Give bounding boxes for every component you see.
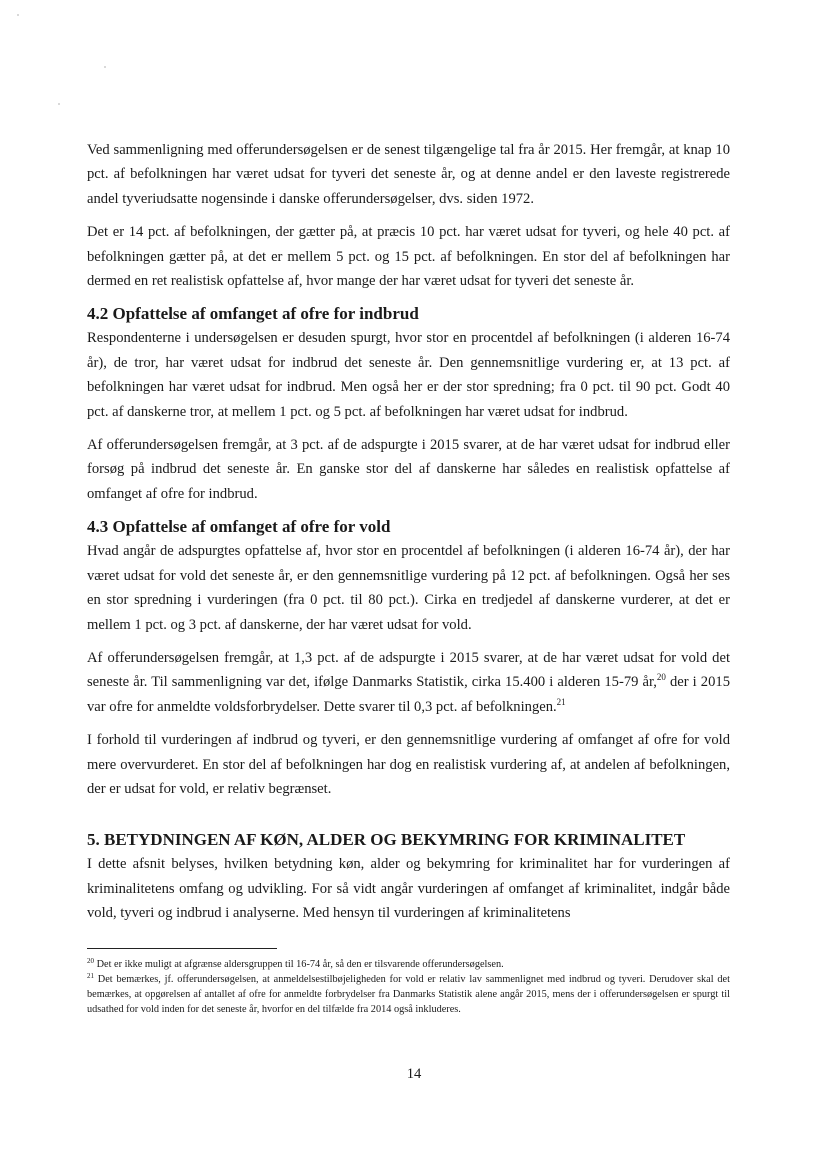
paragraph-vold-estimates: Hvad angår de adspurgtes opfattelse af, hvor stor en procentdel af befolkningen (i alderen 16-74 år), der har været udsat for vold det seneste år, er den gennemsnitlige vurdering på 12 pct. af befolkningen. Også her ses en stor spredning i vurderingen (fra 0 pct. til 80 pct.). Cirka en tredjedel af danskerne vurderer, at det er mellem 1 pct. og 3 pct. af danskerne, der har været udsat for vold. [87,543,730,633]
paragraph-vold-comparison [87,646,730,719]
footnote-reference: 20 [656,672,666,683]
paragraph-section-5-intro: I dette afsnit belyses, hvilken betydning køn, alder og bekymring for kriminalitet har for vurderingen af kriminalitetens omfang og udvikling. For så vidt angår vurderingen af omfanget af kriminalitet, indgår både vold, tyveri og indbrud i analyserne. Med hensyn til vurderingen af kriminalitetens [87,856,730,922]
paragraph-vold-conclusion: I forhold til vurderingen af indbrud og tyveri, er den gennemsnitlige vurdering af omfanget af ofre for vold mere overvurderet. En stor del af befolkningen har dog en realistisk vurdering af, at andelen af befolkningen, der er udsat for vold, er relativ begrænset. [87,732,730,797]
paragraph-indbrud-comparison: Af offerundersøgelsen fremgår, at 3 pct. af de adspurgte i 2015 svarer, at de har været udsat for indbrud eller forsøg på indbrud det seneste år. En ganske stor del af danskerne har således en realistisk opfattelse af omfanget af ofre for indbrud. [87,437,730,502]
footnote-number: 20 [87,956,94,965]
footnote-20 [87,957,730,972]
scan-speck [17,14,19,16]
paragraph-tyveri-comparison: Ved sammenligning med offerundersøgelsen er de senest tilgængelige tal fra år 2015. Her fremgår, at knap 10 pct. af befolkningen har været udsat for tyveri det seneste år, og at denne andel er den laveste registrerede andel tyveriudsatte nogensinde i danske offerundersøgelser, dvs. siden 1972. [87,142,730,207]
chapter-heading-5: 5. BETYDNINGEN AF KØN, ALDER OG BEKYMRING FOR KRIMINALITET [87,830,686,850]
paragraph-text: Af offerundersøgelsen fremgår, at 1,3 pct. af de adspurgte i 2015 svarer, at de har været udsat for vold det seneste år. Til sammenligning var det, ifølge Danmarks Statistik, cirka 15.400 i alderen 15-79 år, [87,649,730,691]
section-heading-4-2: 4.2 Opfattelse af omfanget af ofre for indbrud [87,304,419,324]
paragraph-indbrud-estimates: Respondenterne i undersøgelsen er desuden spurgt, hvor stor en procentdel af befolkningen (i alderen 16-74 år), de tror, har været udsat for indbrud det seneste år. Den gennemsnitlige vurdering er, at 13 pct. af befolkningen har været udsat for indbrud. Men også her er der stor spredning; fra 0 pct. til 90 pct. Godt 40 pct. af danskerne tror, at mellem 1 pct. og 5 pct. af befolkningen har været udsat for indbrud. [87,330,730,420]
footnote-21 [87,972,730,1018]
footnote-text: Det er ikke muligt at afgrænse aldersgruppen til 16-74 år, så den er tilsvarende offerundersøgelsen. [94,958,504,970]
page-number: 14 [406,1066,422,1082]
footnote-text: Det bemærkes, jf. offerundersøgelsen, at anmeldelsestilbøjeligheden for vold er relativ lav sammenlignet med indbrud og tyveri. Derudover skal det bemærkes, at opgørelsen af antallet af ofre for anmeldte forbrydelser fra Danmarks Statistik alene angår 2015, mens der i offerundersøgelsen er spurgt til udsathed for vold inden for det seneste år, hvorfor en del tilfælde fra 2014 også inkluderes. [87,973,730,1016]
footnote-reference: 21 [556,696,566,707]
footnote-number: 21 [87,971,94,980]
footnote-divider [87,948,277,949]
scan-speck [58,103,60,105]
document-page [87,138,730,1017]
scan-speck [104,66,106,68]
paragraph-tyveri-estimates: Det er 14 pct. af befolkningen, der gætter på, at præcis 10 pct. har været udsat for tyveri, og hele 40 pct. af befolkningen gætter på, at det er mellem 5 pct. og 15 pct. af befolkningen. En stor del af befolkningen har dermed en ret realistisk opfattelse af, hvor mange der har været udsat for tyveri det seneste år. [87,224,730,290]
section-heading-4-3: 4.3 Opfattelse af omfanget af ofre for vold [87,517,391,537]
paragraph-text: der i 2015 var ofre for anmeldte voldsforbrydelser. Dette svarer til 0,3 pct. af befolkningen. [87,674,730,715]
